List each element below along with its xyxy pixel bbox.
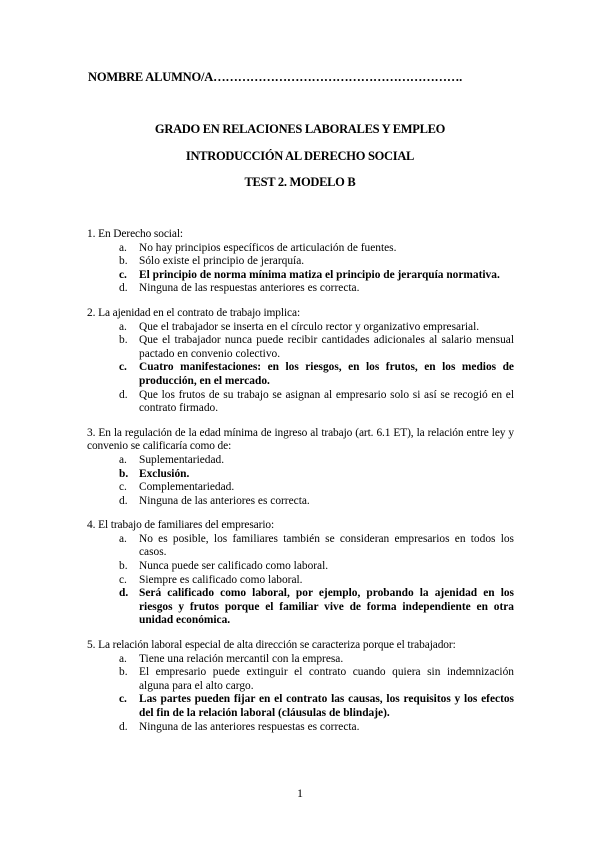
question-2 <box>87 307 514 416</box>
option-b: b. Que el trabajador nunca puede recibir cantidades adicionales al salario mensual pactado en convenio colectivo. <box>119 334 514 360</box>
options-list <box>87 653 514 735</box>
option-d: d. Ninguna de las anteriores es correcta. <box>119 494 310 507</box>
option-d: d. Ninguna de las anteriores respuestas es correcta. <box>119 720 360 733</box>
question-text: 5. La relación laboral especial de alta dirección se caracteriza porque el trabajador: <box>87 639 456 652</box>
option-d: d. Será calificado como laboral, por ejemplo, probando la ajenidad en los riesgos y frutos porque el familiar vive de forma independiente en otra unidad económica. <box>119 587 514 627</box>
question-text: 2. La ajenidad en el contrato de trabajo implica: <box>87 306 301 319</box>
option-c: c. Siempre es calificado como laboral. <box>119 573 303 586</box>
question-text: 1. En Derecho social: <box>87 228 183 240</box>
question-5 <box>87 639 514 734</box>
option-b: b. Exclusión. <box>119 467 190 480</box>
option-c: c. El principio de norma mínima matiza el principio de jerarquía normativa. <box>119 268 500 281</box>
page-number: 1 <box>297 786 303 800</box>
option-a: a. Suplementariedad. <box>119 453 225 466</box>
option-a: a. Tiene una relación mercantil con la empresa. <box>119 652 344 665</box>
option-b: b. Sólo existe el principio de jerarquía. <box>119 255 305 268</box>
question-1 <box>87 228 514 296</box>
options-list <box>87 242 514 296</box>
option-b: b. Nunca puede ser calificado como laboral. <box>119 560 329 573</box>
option-a: a. No es posible, los familiares también se consideran empresarios en todos los casos. <box>119 532 514 559</box>
course-title: INTRODUCCIÓN AL DERECHO SOCIAL <box>185 149 415 163</box>
question-3 <box>87 427 514 509</box>
test-title: TEST 2. MODELO B <box>244 175 356 189</box>
option-d: d. Que los frutos de su trabajo se asignan al empresario solo si así se recogió en el contrato firmado. <box>119 388 514 415</box>
options-list <box>87 454 514 508</box>
question-text: 3. En la regulación de la edad mínima de ingreso al trabajo (art. 6.1 ET), la relación entre ley y convenio se calificaría como de: <box>87 426 514 453</box>
question-text: 4. El trabajo de familiares del empresario: <box>87 519 275 532</box>
options-list <box>87 533 514 628</box>
student-name-line: NOMBRE ALUMNO/A……………………………………………………. <box>88 70 463 84</box>
option-c: c. Complementariedad. <box>119 481 235 494</box>
question-4 <box>87 519 514 628</box>
degree-title: GRADO EN RELACIONES LABORALES Y EMPLEO <box>154 122 446 136</box>
option-d: d. Ninguna de las respuestas anteriores es correcta. <box>119 282 360 295</box>
options-list <box>87 321 514 416</box>
question-list <box>87 228 514 745</box>
option-b: b. El empresario puede extinguir el contrato cuando quiera sin indemnización alguna para el alto cargo. <box>119 666 514 692</box>
option-c: c. Cuatro manifestaciones: en los riesgos, en los frutos, en los medios de producción, en el mercado. <box>119 361 514 387</box>
option-a: a. Que el trabajador se inserta en el círculo rector y organizativo empresarial. <box>119 320 480 333</box>
option-a: a. No hay principios específicos de articulación de fuentes. <box>119 241 397 254</box>
option-c: c. Las partes pueden fijar en el contrato las causas, los requisitos y los efectos del fin de la relación laboral (cláusulas de blindaje). <box>119 693 514 719</box>
